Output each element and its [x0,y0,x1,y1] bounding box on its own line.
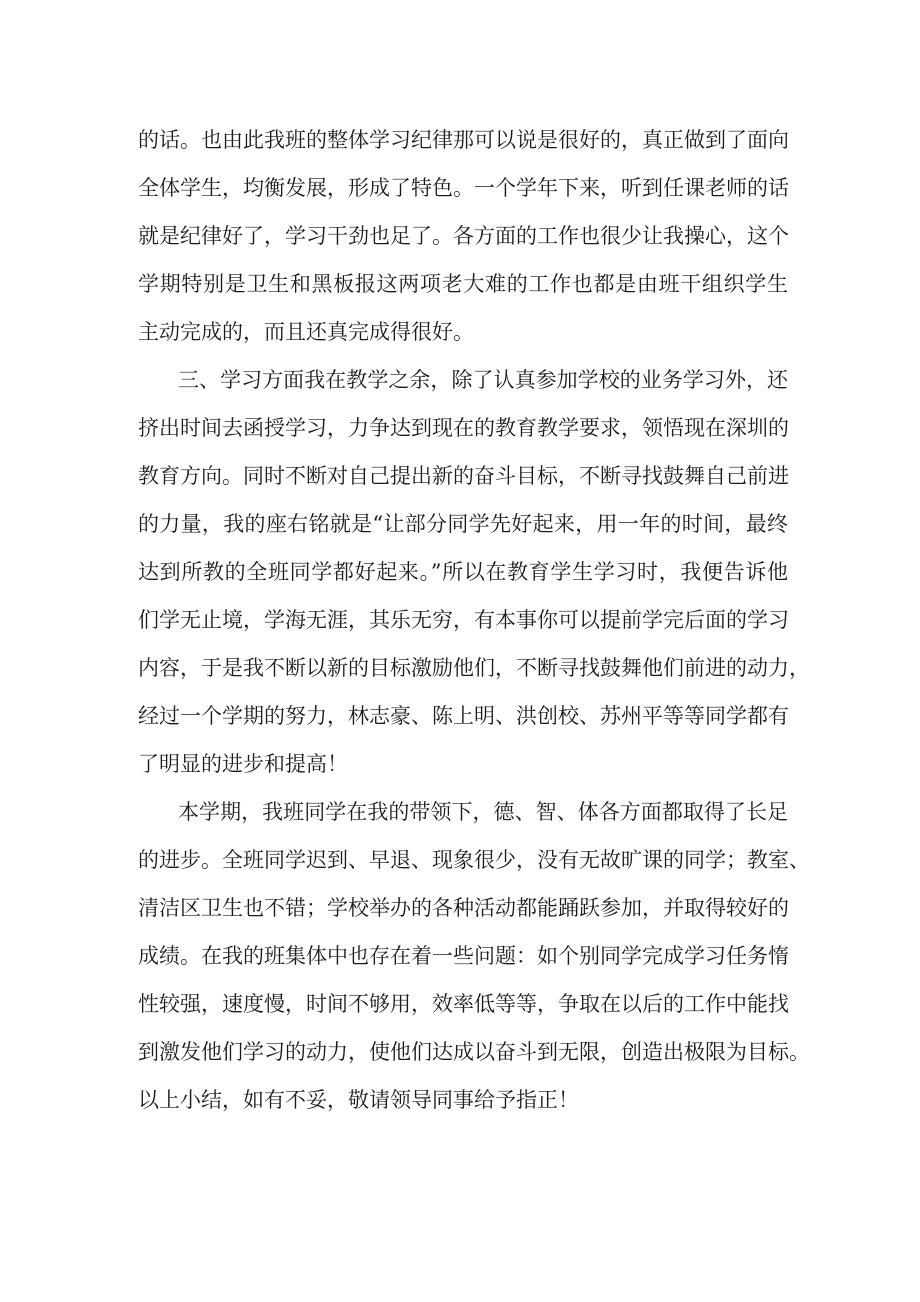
text-line: 达到所教的全班同学都好起来。”所以在教育学生学习时，我便告诉他 [138,560,788,584]
paragraph-summary [138,788,810,1124]
text-line: 经过一个学期的努力，林志豪、陈上明、洪创校、苏州平等等同学都有 [138,704,789,728]
text-line: 了明显的进步和提高！ [138,752,348,776]
document-body [138,116,810,1124]
text-line: 以上小结，如有不妥，敬请领导同事给予指正！ [138,1088,579,1112]
paragraph-study [138,356,810,788]
text-line: 三、学习方面我在教学之余，除了认真参加学校的业务学习外，还 [178,368,788,392]
text-line: 性较强，速度慢，时间不够用，效率低等等，争取在以后的工作中能找 [138,992,789,1016]
text-line: 们学无止境，学海无涯，其乐无穷，有本事你可以提前学完后面的学习 [138,608,789,632]
text-line: 本学期，我班同学在我的带领下，德、智、体各方面都取得了长足 [178,800,788,824]
paragraph-class-discipline [138,116,788,356]
text-line: 挤出时间去函授学习，力争达到现在的教育教学要求，领悟现在深圳的 [138,416,789,440]
text-line: 到激发他们学习的动力，使他们达成以奋斗到无限，创造出极限为目标。 [138,1040,810,1064]
text-line: 的力量，我的座右铭就是“让部分同学先好起来，用一年的时间，最终 [138,512,788,536]
text-line: 学期特别是卫生和黑板报这两项老大难的工作也都是由班干组织学生 [138,272,788,296]
text-line: 成绩。在我的班集体中也存在着一些问题：如个别同学完成学习任务惰 [138,944,789,968]
text-line: 就是纪律好了，学习干劲也足了。各方面的工作也很少让我操心，这个 [138,224,789,248]
text-line: 的话。也由此我班的整体学习纪律那可以说是很好的，真正做到了面向 [138,128,789,152]
text-line: 内容，于是我不断以新的目标激励他们，不断寻找鼓舞他们前进的动力， [138,656,810,680]
text-line: 主动完成的，而且还真完成得很好。 [138,320,474,344]
text-line: 清洁区卫生也不错；学校举办的各种活动都能踊跃参加，并取得较好的 [138,896,789,920]
text-line: 教育方向。同时不断对自己提出新的奋斗目标，不断寻找鼓舞自己前进 [138,464,789,488]
text-line: 全体学生，均衡发展，形成了特色。一个学年下来，听到任课老师的话 [138,176,789,200]
text-line: 的进步。全班同学迟到、早退、现象很少，没有无故旷课的同学；教室、 [138,848,810,872]
